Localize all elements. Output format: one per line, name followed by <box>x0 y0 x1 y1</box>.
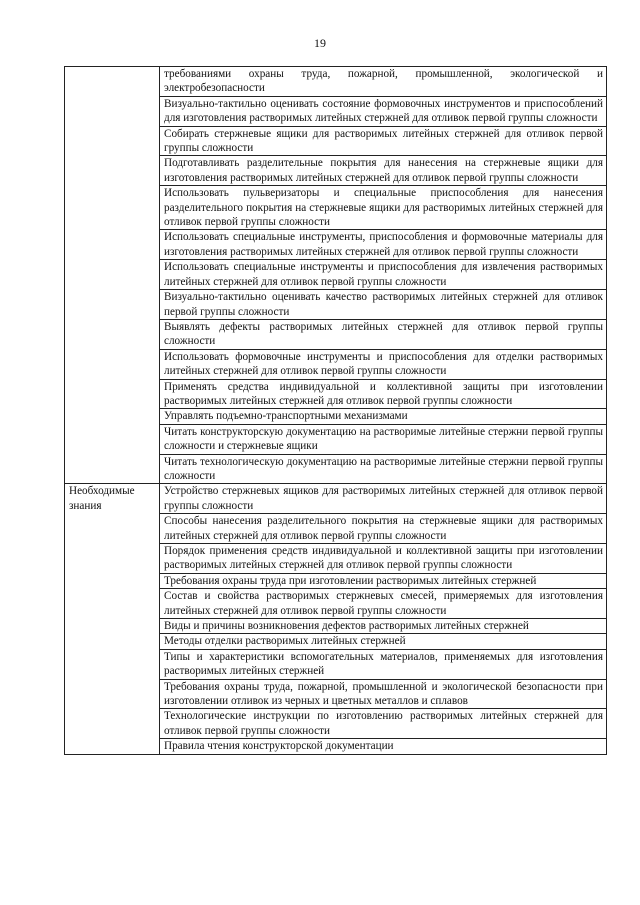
skills-row <box>65 379 607 409</box>
requirements-table <box>64 66 607 755</box>
section-label-cell: Необходимые знания <box>65 484 160 514</box>
skills-row <box>65 156 607 186</box>
section-label-cell <box>65 709 160 739</box>
section-label-cell <box>65 96 160 126</box>
requirement-text-cell: Управлять подъемно-транспортными механизмами <box>160 409 607 424</box>
requirement-text-cell: Использовать специальные инструменты, приспособления и формовочные материалы для изготовления растворимых литейных стержней для отливок первой группы сложности <box>160 230 607 260</box>
requirement-text-cell: Использовать специальные инструменты и приспособления для извлечения растворимых литейных стержней для отливок первой группы сложности <box>160 260 607 290</box>
skills-row <box>65 349 607 379</box>
section-label-cell <box>65 379 160 409</box>
requirement-text-cell: Подготавливать разделительные покрытия для нанесения на стержневые ящики для изготовления растворимых литейных стержней для отливок первой группы сложности <box>160 156 607 186</box>
skills-row <box>65 454 607 484</box>
skills-row <box>65 96 607 126</box>
requirement-text-cell: Требования охраны труда, пожарной, промышленной и экологической безопасности при изготовлении отливок из черных и цветных металлов и сплавов <box>160 679 607 709</box>
section-label-cell <box>65 619 160 634</box>
section-label-cell <box>65 409 160 424</box>
section-label-cell <box>65 454 160 484</box>
knowledge-row <box>65 589 607 619</box>
knowledge-row <box>65 544 607 574</box>
section-label-cell <box>65 649 160 679</box>
section-label-cell <box>65 260 160 290</box>
section-label-cell <box>65 290 160 320</box>
requirement-text-cell: Способы нанесения разделительного покрытия на стержневые ящики для растворимых литейных стержней для отливок первой группы сложности <box>160 514 607 544</box>
knowledge-row <box>65 709 607 739</box>
knowledge-row <box>65 679 607 709</box>
section-label-cell <box>65 424 160 454</box>
knowledge-row <box>65 649 607 679</box>
requirement-text-cell: требованиями охраны труда, пожарной, промышленной, экологической и электробезопасности <box>160 67 607 97</box>
requirement-text-cell: Использовать пульверизаторы и специальные приспособления для нанесения разделительного покрытия на стержневые ящики для растворимых литейных стержней для отливок первой группы сложности <box>160 186 607 230</box>
skills-row <box>65 409 607 424</box>
requirement-text-cell: Устройство стержневых ящиков для растворимых литейных стержней для отливок первой группы сложности <box>160 484 607 514</box>
skills-row <box>65 290 607 320</box>
knowledge-row <box>65 573 607 588</box>
requirement-text-cell: Виды и причины возникновения дефектов растворимых литейных стержней <box>160 619 607 634</box>
requirement-text-cell: Читать технологическую документацию на растворимые литейные стержни первой группы сложности <box>160 454 607 484</box>
table-body <box>65 67 607 755</box>
section-label-cell <box>65 156 160 186</box>
requirement-text-cell: Типы и характеристики вспомогательных материалов, применяемых для изготовления растворимых литейных стержней <box>160 649 607 679</box>
knowledge-row <box>65 484 607 514</box>
knowledge-row <box>65 634 607 649</box>
section-label-cell <box>65 319 160 349</box>
section-label-cell <box>65 679 160 709</box>
page-number: 19 <box>314 36 326 50</box>
skills-row <box>65 126 607 156</box>
section-label-cell <box>65 589 160 619</box>
skills-row <box>65 230 607 260</box>
requirement-text-cell: Читать конструкторскую документацию на растворимые литейные стержни первой группы сложности и стержневые ящики <box>160 424 607 454</box>
skills-row <box>65 319 607 349</box>
knowledge-row <box>65 619 607 634</box>
knowledge-row <box>65 514 607 544</box>
requirement-text-cell: Визуально-тактильно оценивать качество растворимых литейных стержней для отливок первой группы сложности <box>160 290 607 320</box>
section-label-cell <box>65 67 160 97</box>
requirement-text-cell: Использовать формовочные инструменты и приспособления для отделки растворимых литейных стержней для отливок первой группы сложности <box>160 349 607 379</box>
requirement-text-cell: Порядок применения средств индивидуальной и коллективной защиты при изготовлении растворимых литейных стержней для отливок первой группы сложности <box>160 544 607 574</box>
skills-row <box>65 186 607 230</box>
section-label-cell <box>65 514 160 544</box>
skills-row <box>65 67 607 97</box>
section-label-cell <box>65 126 160 156</box>
section-label-cell <box>65 573 160 588</box>
section-label-cell <box>65 544 160 574</box>
requirement-text-cell: Требования охраны труда при изготовлении растворимых литейных стержней <box>160 573 607 588</box>
skills-row <box>65 424 607 454</box>
requirement-text-cell: Применять средства индивидуальной и коллективной защиты при изготовлении растворимых литейных стержней для отливок первой группы сложности <box>160 379 607 409</box>
section-label-cell <box>65 230 160 260</box>
requirement-text-cell: Состав и свойства растворимых стержневых смесей, примеряемых для изготовления литейных стержней для отливок первой группы сложности <box>160 589 607 619</box>
requirement-text-cell: Собирать стержневые ящики для растворимых литейных стержней для отливок первой группы сложности <box>160 126 607 156</box>
requirement-text-cell: Правила чтения конструкторской документации <box>160 739 607 754</box>
requirement-text-cell: Выявлять дефекты растворимых литейных стержней для отливок первой группы сложности <box>160 319 607 349</box>
section-label-cell <box>65 186 160 230</box>
section-label-cell <box>65 349 160 379</box>
section-label-cell <box>65 739 160 754</box>
skills-row <box>65 260 607 290</box>
requirement-text-cell: Методы отделки растворимых литейных стержней <box>160 634 607 649</box>
requirement-text-cell: Технологические инструкции по изготовлению растворимых литейных стержней для отливок первой группы сложности <box>160 709 607 739</box>
section-label-cell <box>65 634 160 649</box>
knowledge-row <box>65 739 607 754</box>
requirement-text-cell: Визуально-тактильно оценивать состояние формовочных инструментов и приспособлений для изготовления растворимых литейных стержней для отливок первой группы сложности <box>160 96 607 126</box>
